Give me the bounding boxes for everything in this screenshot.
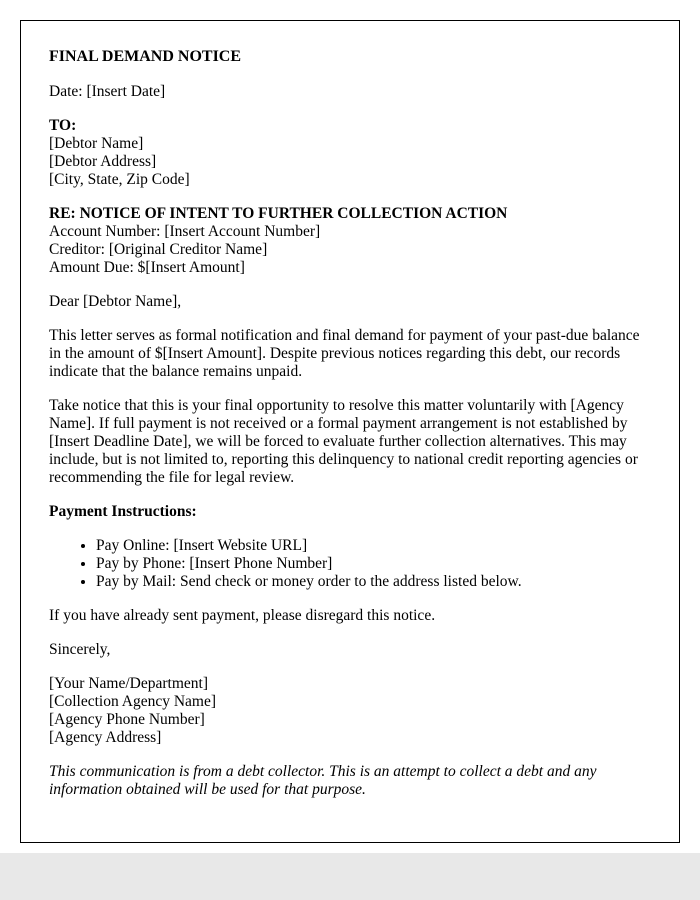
letter-title: FINAL DEMAND NOTICE bbox=[49, 48, 242, 65]
body-paragraph-2: Take notice that this is your final opportunity to resolve this matter voluntarily with [Agency Name]. If full payment is not received or a formal payment arrangement is not established by [Insert Deadline Date], we will be forced to evaluate further collection alternatives. This may include, but is not limited to, reporting this delinquency to national credit reporting agencies or recommending the file for legal review. bbox=[49, 397, 638, 486]
closing-line: Sincerely, bbox=[49, 641, 111, 658]
account-number-line: Account Number: [Insert Account Number] bbox=[49, 223, 321, 240]
debt-collector-disclaimer: This communication is from a debt collector. This is an attempt to collect a debt and any information obtained will be used for that purpose. bbox=[49, 763, 597, 798]
debtor-name-line: [Debtor Name] bbox=[49, 135, 144, 152]
payment-options-list bbox=[49, 537, 651, 591]
to-heading: TO: bbox=[49, 117, 77, 134]
payment-instructions-heading: Payment Instructions: bbox=[49, 503, 197, 520]
debtor-address-line: [Debtor Address] bbox=[49, 153, 157, 170]
re-heading: RE: NOTICE OF INTENT TO FURTHER COLLECTION ACTION bbox=[49, 205, 508, 222]
payment-item-phone: • Pay by Phone: [Insert Phone Number] bbox=[96, 555, 651, 573]
recipient-block bbox=[49, 117, 651, 189]
signature-agency-line: [Collection Agency Name] bbox=[49, 693, 217, 710]
signature-block bbox=[49, 675, 651, 747]
letter-frame bbox=[20, 20, 680, 843]
signature-phone-line: [Agency Phone Number] bbox=[49, 711, 205, 728]
creditor-line: Creditor: [Original Creditor Name] bbox=[49, 241, 268, 258]
payment-item-mail: • Pay by Mail: Send check or money order to the address listed below. bbox=[96, 573, 651, 591]
re-block bbox=[49, 205, 651, 277]
body-paragraph-1: This letter serves as formal notification and final demand for payment of your past-due balance in the amount of $[Insert Amount]. Despite previous notices regarding this debt, our records indicate that the balance remains unpaid. bbox=[49, 327, 640, 380]
salutation: Dear [Debtor Name], bbox=[49, 293, 182, 310]
debtor-city-line: [City, State, Zip Code] bbox=[49, 171, 190, 188]
signature-address-line: [Agency Address] bbox=[49, 729, 162, 746]
signature-name-line: [Your Name/Department] bbox=[49, 675, 208, 692]
date-line: Date: [Insert Date] bbox=[49, 83, 166, 100]
payment-item-online: • Pay Online: [Insert Website URL] bbox=[96, 537, 651, 555]
disregard-line: If you have already sent payment, please disregard this notice. bbox=[49, 607, 436, 624]
amount-due-line: Amount Due: $[Insert Amount] bbox=[49, 259, 245, 276]
